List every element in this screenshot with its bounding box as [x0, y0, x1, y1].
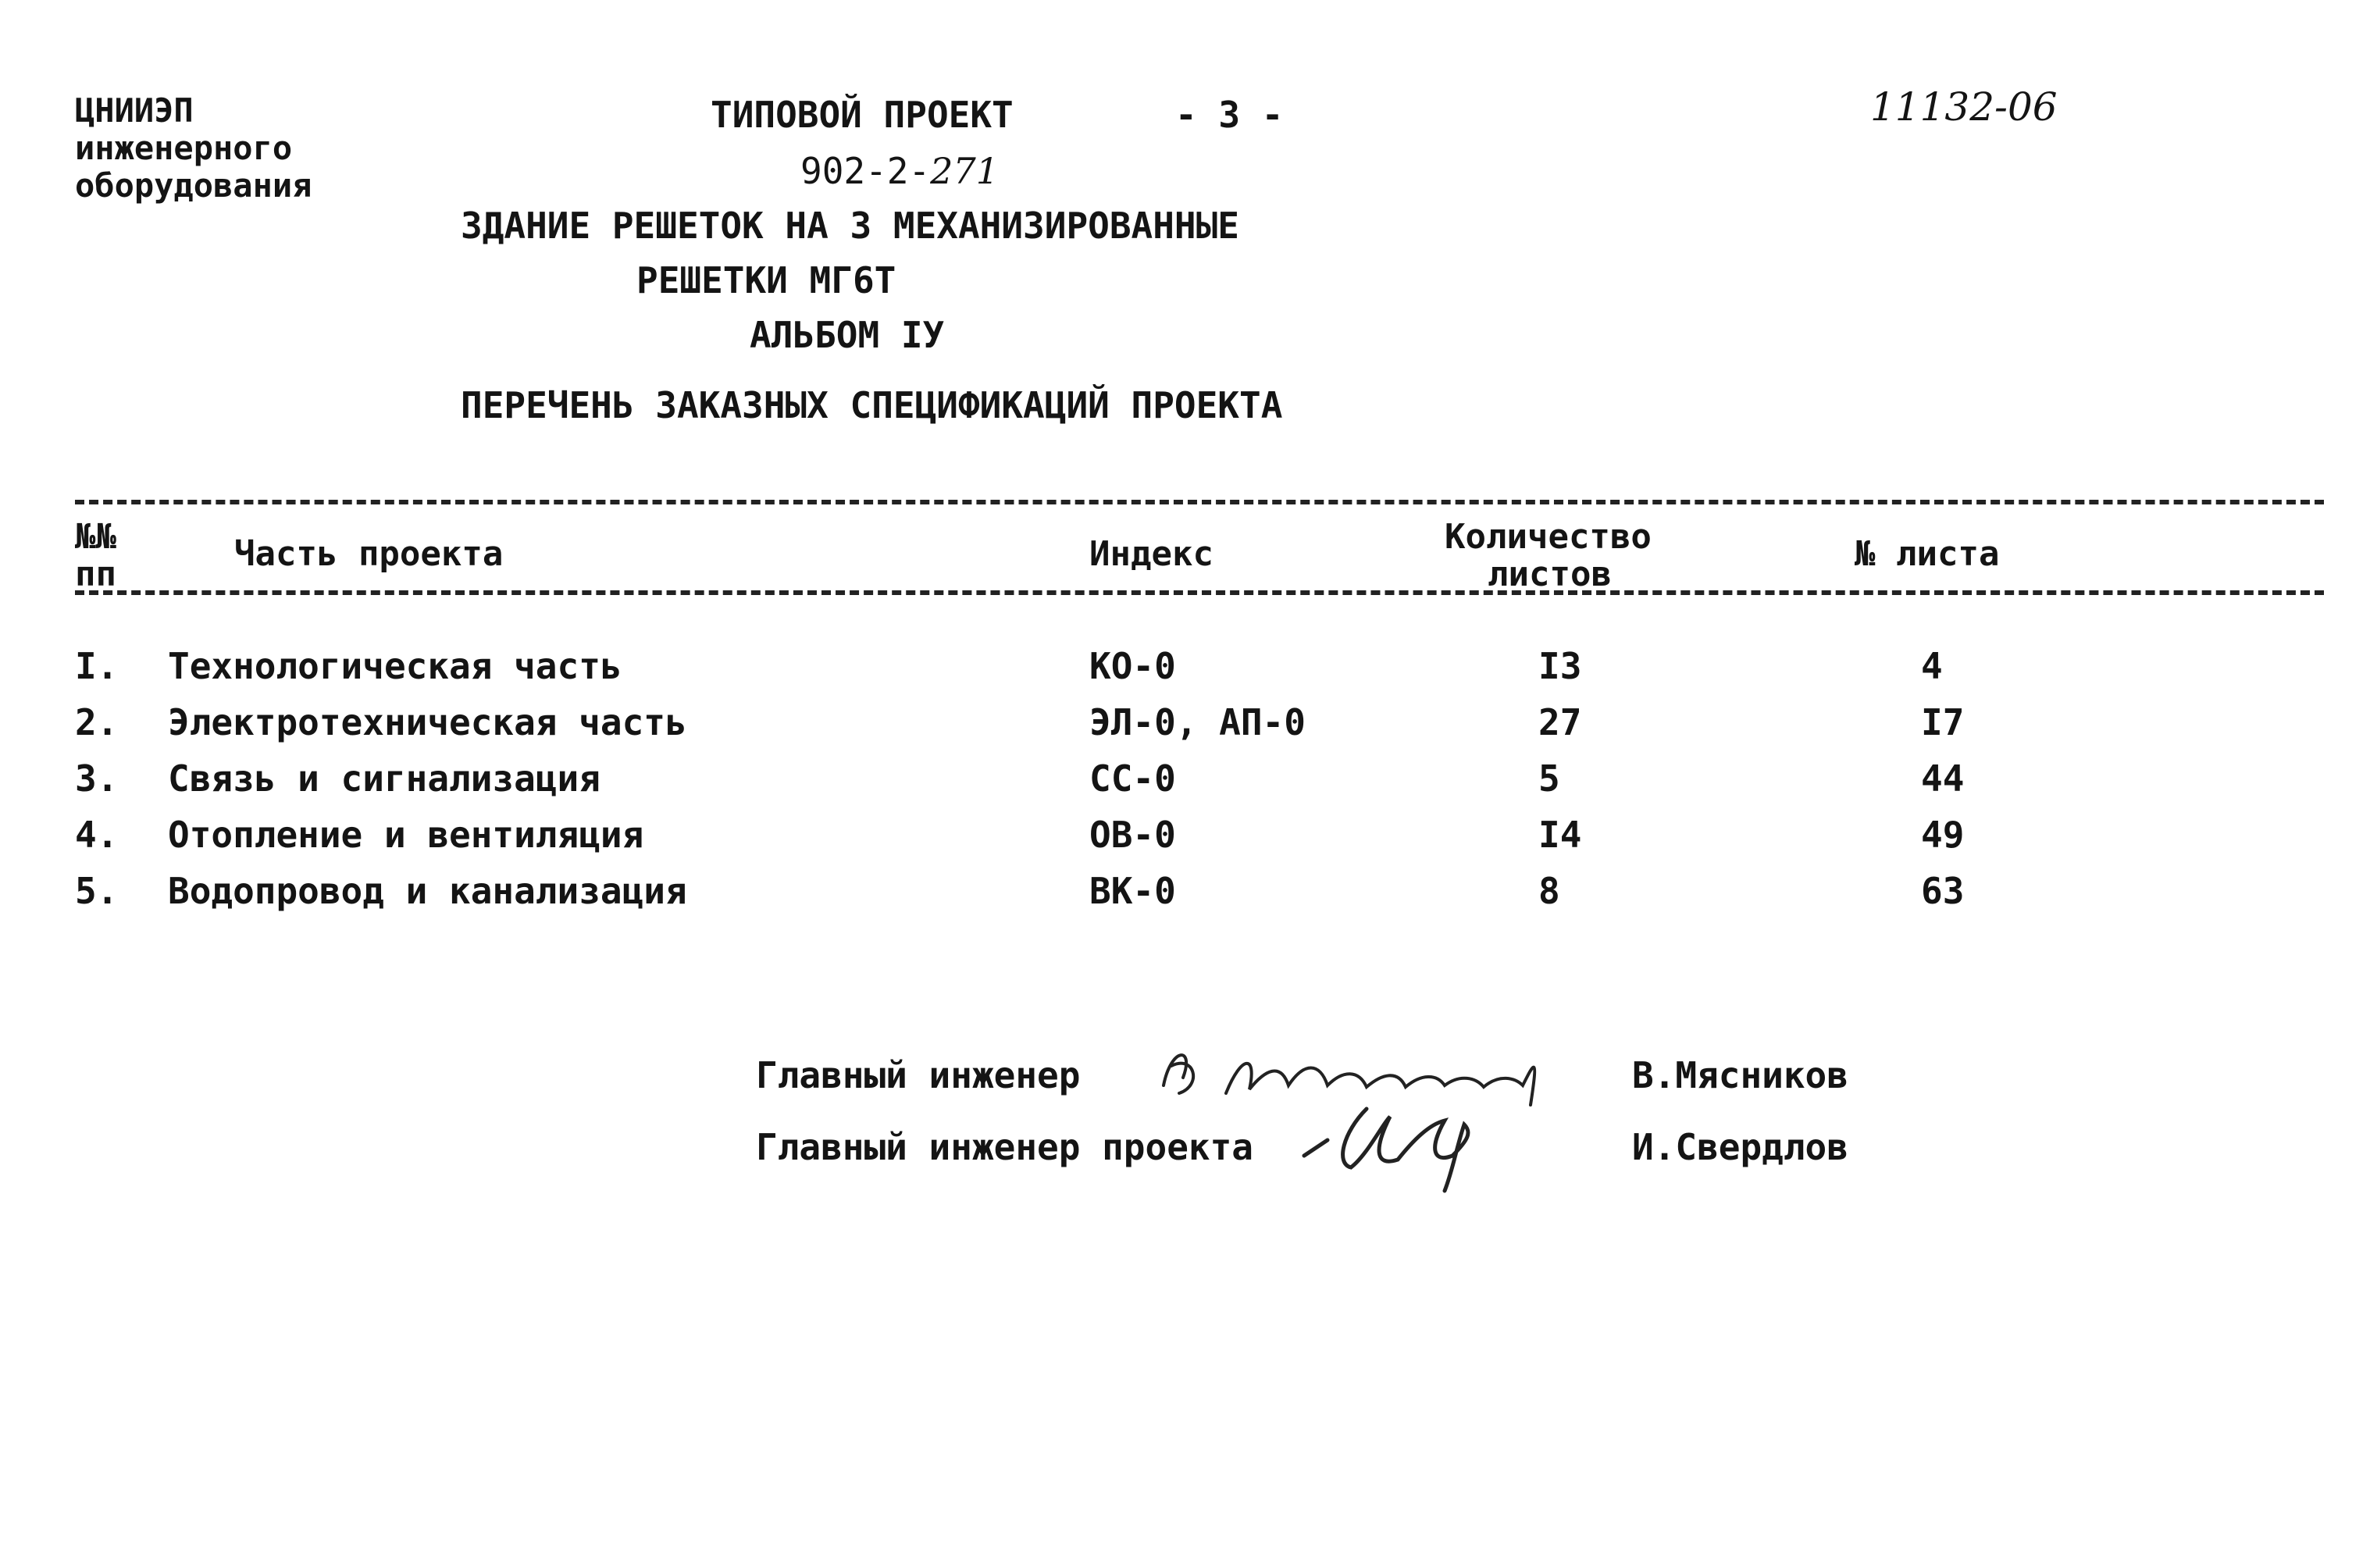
- row-1-sheet: 4: [1921, 645, 1943, 687]
- row-1-number: I.: [75, 645, 119, 687]
- album-label: АЛЬБОМ IУ: [750, 314, 945, 356]
- signature-2-handwritten-mark: [1296, 1093, 1515, 1195]
- org-line-1: ЦНИИЭП: [75, 91, 194, 130]
- column-quantity-line-1: Количество: [1445, 517, 1652, 557]
- row-4-number: 4.: [75, 814, 119, 856]
- row-2-quantity: 27: [1538, 701, 1582, 743]
- row-1-quantity: I3: [1538, 645, 1582, 687]
- row-4-quantity: I4: [1538, 814, 1582, 856]
- column-number-header: [75, 519, 116, 593]
- project-number-printed: 902-2-: [800, 150, 931, 192]
- row-3-number: 3.: [75, 757, 119, 800]
- project-number: [800, 150, 999, 192]
- signature-1-role: Главный инженер: [756, 1054, 1081, 1096]
- column-sheet-header: № листа: [1855, 534, 2000, 574]
- signature-2-name: И.Свердлов: [1632, 1126, 1848, 1168]
- list-title: ПЕРЕЧЕНЬ ЗАКАЗНЫХ СПЕЦИФИКАЦИЙ ПРОЕКТА: [461, 384, 1283, 426]
- project-number-handwritten: 271: [930, 150, 999, 192]
- row-2-sheet: I7: [1921, 701, 1965, 743]
- row-3-part: Связь и сигнализация: [168, 757, 601, 800]
- column-number-line-2: пп: [75, 554, 116, 594]
- row-5-quantity: 8: [1538, 870, 1560, 912]
- row-5-number: 5.: [75, 870, 119, 912]
- org-line-3: оборудования: [75, 166, 312, 205]
- column-quantity-line-2: листов: [1488, 554, 1612, 594]
- signature-2-role: Главный инженер проекта: [756, 1126, 1253, 1168]
- row-2-index: ЭЛ-0, АП-0: [1089, 701, 1306, 743]
- row-5-part: Водопровод и канализация: [168, 870, 687, 912]
- row-3-quantity: 5: [1538, 757, 1560, 800]
- row-3-index: СС-0: [1089, 757, 1176, 800]
- signature-1-name: В.Мясников: [1632, 1054, 1848, 1096]
- page-number: - 3 -: [1175, 94, 1284, 136]
- table-header-rule: [75, 590, 2324, 595]
- column-quantity-header: [1445, 519, 1652, 593]
- column-part-header: Часть проекта: [234, 534, 504, 574]
- row-2-number: 2.: [75, 701, 119, 743]
- inventory-number: 11132-06: [1870, 84, 2058, 130]
- table-top-rule: [75, 500, 2324, 504]
- column-number-line-1: №№: [75, 517, 116, 557]
- row-5-sheet: 63: [1921, 870, 1965, 912]
- row-1-index: КО-0: [1089, 645, 1176, 687]
- row-3-sheet: 44: [1921, 757, 1965, 800]
- org-line-2: инженерного: [75, 129, 293, 167]
- row-1-part: Технологическая часть: [168, 645, 622, 687]
- title-line-1: ЗДАНИЕ РЕШЕТОК НА 3 МЕХАНИЗИРОВАННЫЕ: [461, 205, 1239, 247]
- row-4-sheet: 49: [1921, 814, 1965, 856]
- project-type: ТИПОВОЙ ПРОЕКТ: [711, 94, 1014, 136]
- column-index-header: Индекс: [1089, 534, 1214, 574]
- row-4-part: Отопление и вентиляция: [168, 814, 644, 856]
- row-4-index: ОВ-0: [1089, 814, 1176, 856]
- row-5-index: ВК-0: [1089, 870, 1176, 912]
- organization-block: [75, 92, 312, 205]
- title-line-2: РЕШЕТКИ МГ6Т: [636, 259, 896, 301]
- row-2-part: Электротехническая часть: [168, 701, 687, 743]
